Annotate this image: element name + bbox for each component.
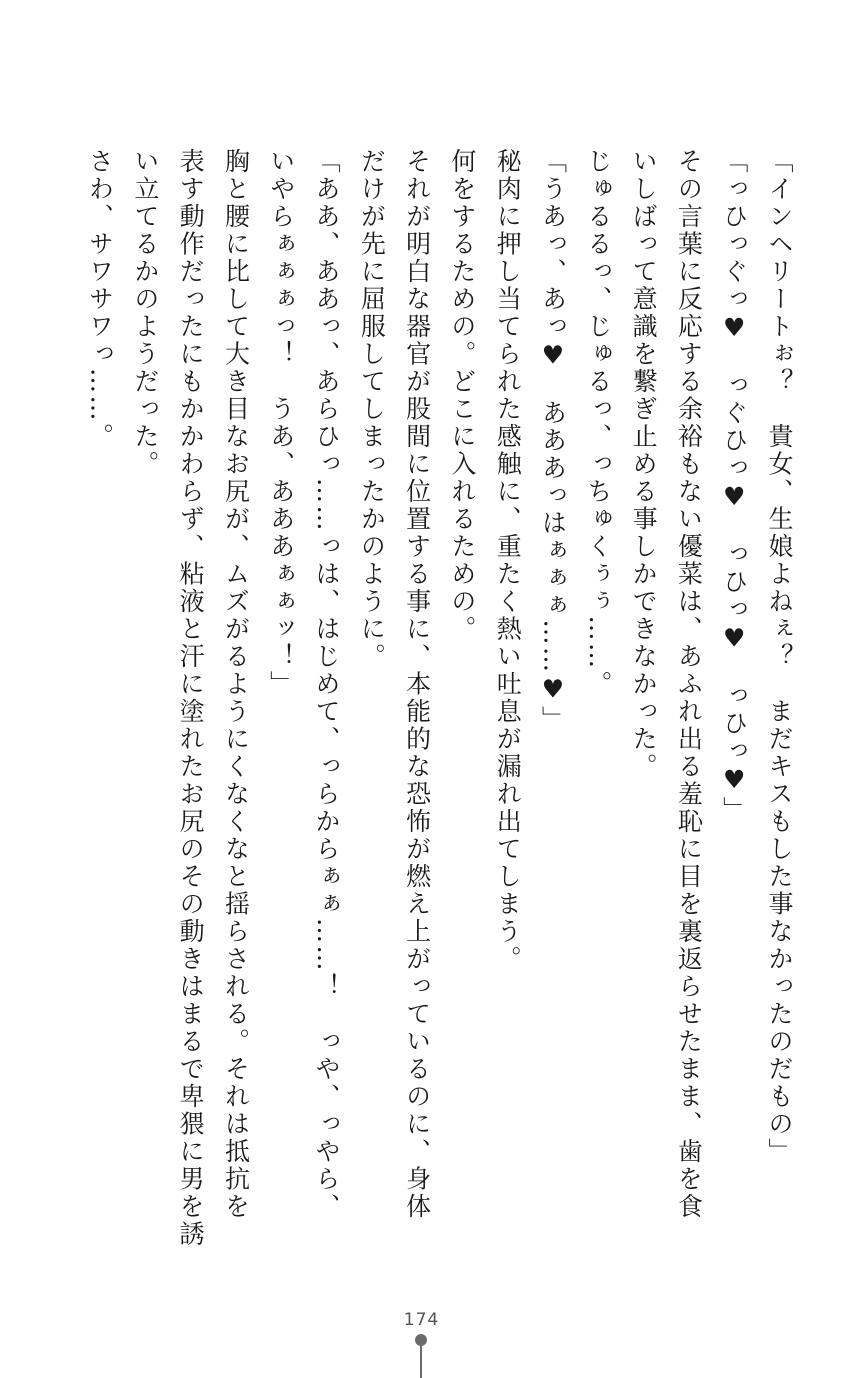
text-line: 「ああ、ああっ、あらひっ……っは、はじめて、っらからぁぁ……！ っや、っやら、 [312, 148, 342, 1221]
text-line: い立てるかのようだった。 [130, 148, 160, 478]
text-line: 「うあっ、あっ♥ あああっはぁぁぁ……♥」 [538, 148, 568, 734]
text-line: だけが先に屈服してしまったかのように。 [357, 148, 387, 671]
text-line: その言葉に反応する余裕もない優菜は、あふれ出る羞恥に目を裏返らせたまま、歯を食 [674, 148, 704, 1221]
body-text [52, 148, 802, 1258]
text-line: それが明白な器官が股間に位置する事に、本能的な恐怖が燃え上がっているのに、身体 [402, 148, 432, 1221]
text-line: 何をするための。どこに入れるための。 [447, 148, 477, 643]
text-line: いやらぁぁぁっ！ うあ、あああぁぁッ！」 [266, 148, 296, 698]
text-line: 「インヘリートぉ？ 貴女、生娘よねぇ？ まだキスもした事なかったのだもの」 [765, 148, 794, 1166]
text-line: 「っひっぐっ♥ っぐひっ♥ っひっ♥ っひっ♥」 [719, 148, 749, 824]
text-line: 胸と腰に比して大き目なお尻が、ムズがるようにくなくなと揺らされる。それは抵抗を [221, 148, 251, 1221]
text-line: いしばって意識を繋ぎ止める事しかできなかった。 [629, 148, 659, 781]
text-line: じゅるるっ、じゅるっ、っちゅくぅぅ……。 [583, 148, 613, 698]
text-line: 秘肉に押し当てられた感触に、重たく熱い吐息が漏れ出てしまう。 [493, 148, 523, 973]
page-marker-stem [420, 1345, 422, 1378]
text-line: 表す動作だったにもかかわらず、粘液と汗に塗れたお尻のその動きはまるで卑猥に男を誘 [176, 148, 206, 1248]
page-marker [415, 1334, 427, 1378]
text-line: さわ、サワサワっ……。 [85, 148, 115, 451]
page-number: 174 [403, 1310, 440, 1330]
